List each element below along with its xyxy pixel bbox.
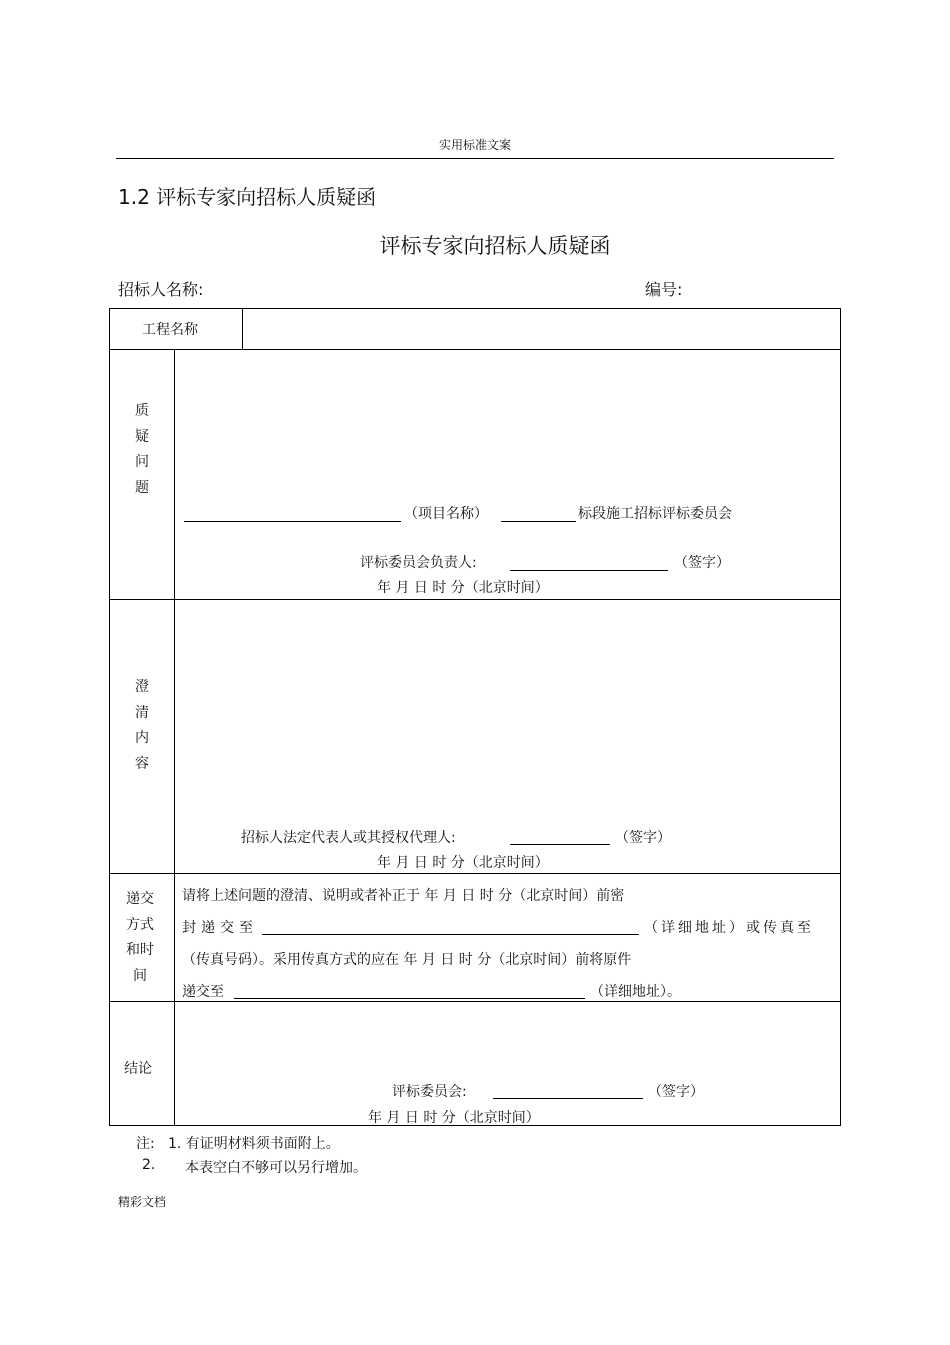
project-name-field[interactable] [246,313,836,345]
clarification-date: 年 月 日 时 分（北京时间） [377,855,549,871]
question-label: 质疑问题 [135,403,149,496]
row-divider [110,1001,840,1002]
question-date: 年 月 日 时 分（北京时间） [377,580,549,596]
section-blank[interactable] [501,521,576,522]
page-footer: 精彩文档 [118,1195,167,1209]
note-1: 1. 有证明材料须书面附上。 [168,1136,340,1152]
delivery-label: 递交方式和时间 [126,891,154,984]
delivery-line-4-suffix: （详细地址）。 [590,984,681,1000]
section-title: 1.2 评标专家向招标人质疑函 [118,185,377,209]
committee-leader-label: 评标委员会负责人: [360,555,477,571]
row-divider [110,599,840,600]
legal-rep-label: 招标人法定代表人或其授权代理人: [241,830,456,846]
rep-signature-blank[interactable] [510,844,610,845]
committee-signature-blank[interactable] [493,1098,643,1099]
clarification-text-area[interactable] [180,605,835,815]
note-2: 本表空白不够可以另行增加。 [185,1160,367,1176]
original-address-blank[interactable] [234,998,585,999]
row-divider [110,873,840,874]
sign-label: （签字） [674,555,730,571]
project-name-label: 工程名称 [142,322,198,338]
conclusion-text-area[interactable] [180,1007,835,1077]
number-label: 编号: [645,280,683,299]
form-title: 评标专家向招标人质疑函 [379,234,611,258]
sign-label: （签字） [615,830,671,846]
delivery-line-4-prefix: 递交至 [182,984,224,1000]
address-blank[interactable] [262,934,639,935]
page-header: 实用标准文案 [438,138,511,152]
header-divider [116,158,834,159]
question-text-area[interactable] [180,355,835,495]
delivery-line-2-prefix: 封递交至 [182,920,258,936]
column-divider [242,309,243,349]
column-divider [174,349,175,1125]
row-divider [110,349,840,350]
delivery-line-2-suffix: （详细地址）或传真至 [644,920,814,936]
delivery-line-3: （传真号码）。采用传真方式的应在 年 月 日 时 分（北京时间）前将原件 [182,952,632,968]
notes-prefix: 注: [136,1136,155,1152]
leader-signature-blank[interactable] [510,570,668,571]
project-name-blank[interactable] [184,521,401,522]
committee-label: 评标委员会: [392,1084,467,1100]
project-name-suffix: （项目名称） [404,506,488,522]
conclusion-date: 年 月 日 时 分（北京时间） [368,1110,540,1126]
note-2-number: 2. [142,1157,156,1173]
tenderer-name-label: 招标人名称: [118,280,204,299]
delivery-line-1: 请将上述问题的澄清、说明或者补正于 年 月 日 时 分（北京时间）前密 [182,888,625,904]
conclusion-label: 结论 [124,1061,152,1077]
query-form-table [109,308,841,1126]
sign-label: （签字） [648,1084,704,1100]
committee-suffix: 标段施工招标评标委员会 [578,506,732,522]
clarification-label: 澄清内容 [135,679,149,772]
